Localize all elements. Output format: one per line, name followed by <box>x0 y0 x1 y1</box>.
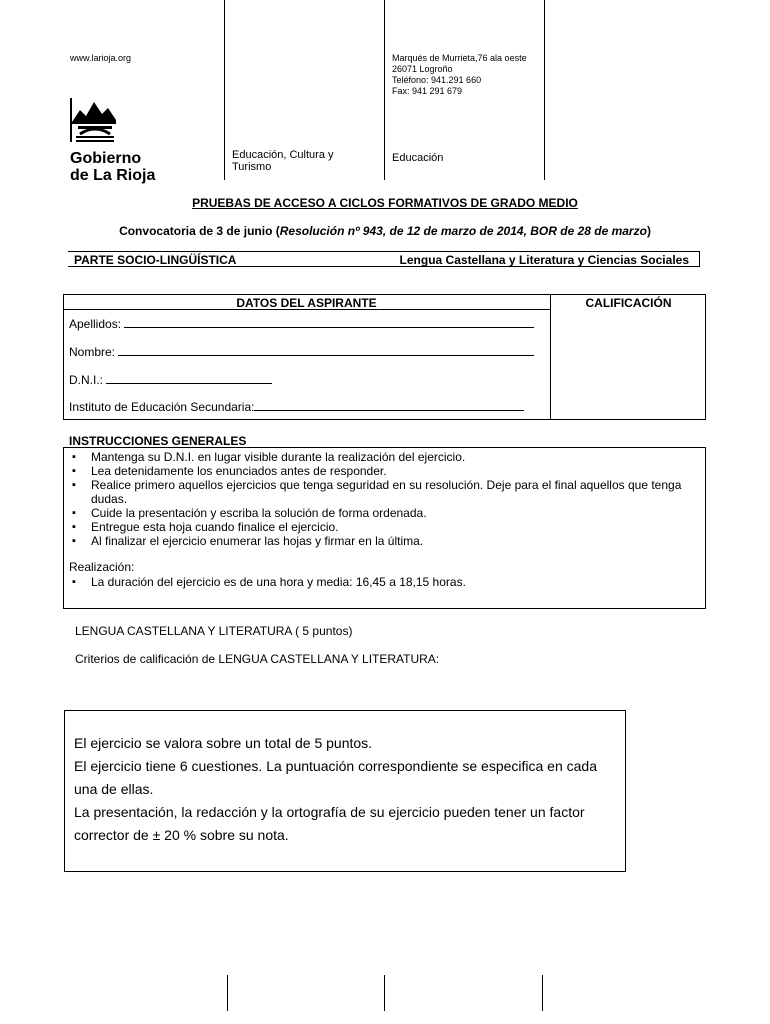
address-line: Marqués de Murrieta,76 ala oeste <box>392 53 527 63</box>
list-item: ▪ Mantenga su D.N.I. en lugar visible durante la realización del ejercicio. <box>68 450 702 464</box>
website-link[interactable]: www.larioja.org <box>70 53 132 63</box>
surname-field[interactable]: Apellidos: <box>69 316 534 331</box>
school-field[interactable]: Instituto de Educación Secundaria: <box>69 399 524 414</box>
address-line: Teléfono: 941.291 660 <box>392 75 482 85</box>
subject-bar <box>68 251 700 267</box>
list-item: ▪ Entregue esta hoja cuando finalice el ejercicio. <box>68 520 702 534</box>
criteria-box <box>64 710 626 872</box>
list-item: ▪ Realice primero aquellos ejercicios que tenga seguridad en su resolución. Deje para el final aquellos que tenga dudas. <box>68 478 702 506</box>
applicant-header: DATOS DEL ASPIRANTE <box>236 296 377 310</box>
dni-field[interactable]: D.N.I.: <box>69 372 272 387</box>
criteria-heading: Criterios de calificación de LENGUA CASTELLANA Y LITERATURA: <box>75 652 440 666</box>
subject-name: Lengua Castellana y Literatura y Ciencias Sociales <box>399 253 689 267</box>
grade-header: CALIFICACIÓN <box>585 296 672 310</box>
org-name: Gobierno de La Rioja <box>70 150 156 184</box>
list-item: ▪ Cuide la presentación y escriba la solución de forma ordenada. <box>68 506 702 520</box>
list-item: ▪ La duración del ejercicio es de una hora y media: 16,45 a 18,15 horas. <box>68 575 702 589</box>
footer-divider <box>227 975 228 1011</box>
header-divider <box>544 0 545 180</box>
header-divider <box>384 0 385 180</box>
subject-part: PARTE SOCIO-LINGÜÍSTICA <box>74 253 237 267</box>
instructions-heading: INSTRUCCIONES GENERALES <box>69 434 247 448</box>
department-name: Educación, Cultura y Turismo <box>232 149 334 173</box>
list-item: ▪ Lea detenidamente los enunciados antes de responder. <box>68 464 702 478</box>
address-block <box>392 53 527 97</box>
convocatoria: Convocatoria de 3 de junio (Resolución nº 943, de 12 de marzo de 2014, BOR de 28 de marzo) <box>119 224 651 238</box>
instructions-box <box>63 447 706 609</box>
section-title: LENGUA CASTELLANA Y LITERATURA ( 5 puntos) <box>75 624 353 638</box>
page-title: PRUEBAS DE ACCESO A CICLOS FORMATIVOS DE GRADO MEDIO <box>192 196 578 210</box>
footer-divider <box>384 975 385 1011</box>
list-item: ▪ Al finalizar el ejercicio enumerar las hojas y firmar en la última. <box>68 534 702 548</box>
address-line: 26071 Logroño <box>392 64 453 74</box>
name-field[interactable]: Nombre: <box>69 344 534 359</box>
header-divider <box>224 0 225 180</box>
criteria-text: El ejercicio se valora sobre un total de 5 puntos. El ejercicio tiene 6 cuestiones. La puntuación correspondiente se especifica en cada una de ellas. La presentación, la redacción y la ortografía de su ejercicio pueden tener un factor corrector de ± 20 % sobre su nota. <box>74 735 597 843</box>
address-line: Fax: 941 291 679 <box>392 86 463 96</box>
applicant-divider <box>550 294 551 420</box>
footer-divider <box>542 975 543 1011</box>
instructions-list <box>68 450 702 548</box>
section-name: Educación <box>392 152 444 164</box>
realizacion-label: Realización: <box>69 560 135 574</box>
la-rioja-logo-icon <box>68 96 118 144</box>
realizacion-list <box>68 575 702 589</box>
